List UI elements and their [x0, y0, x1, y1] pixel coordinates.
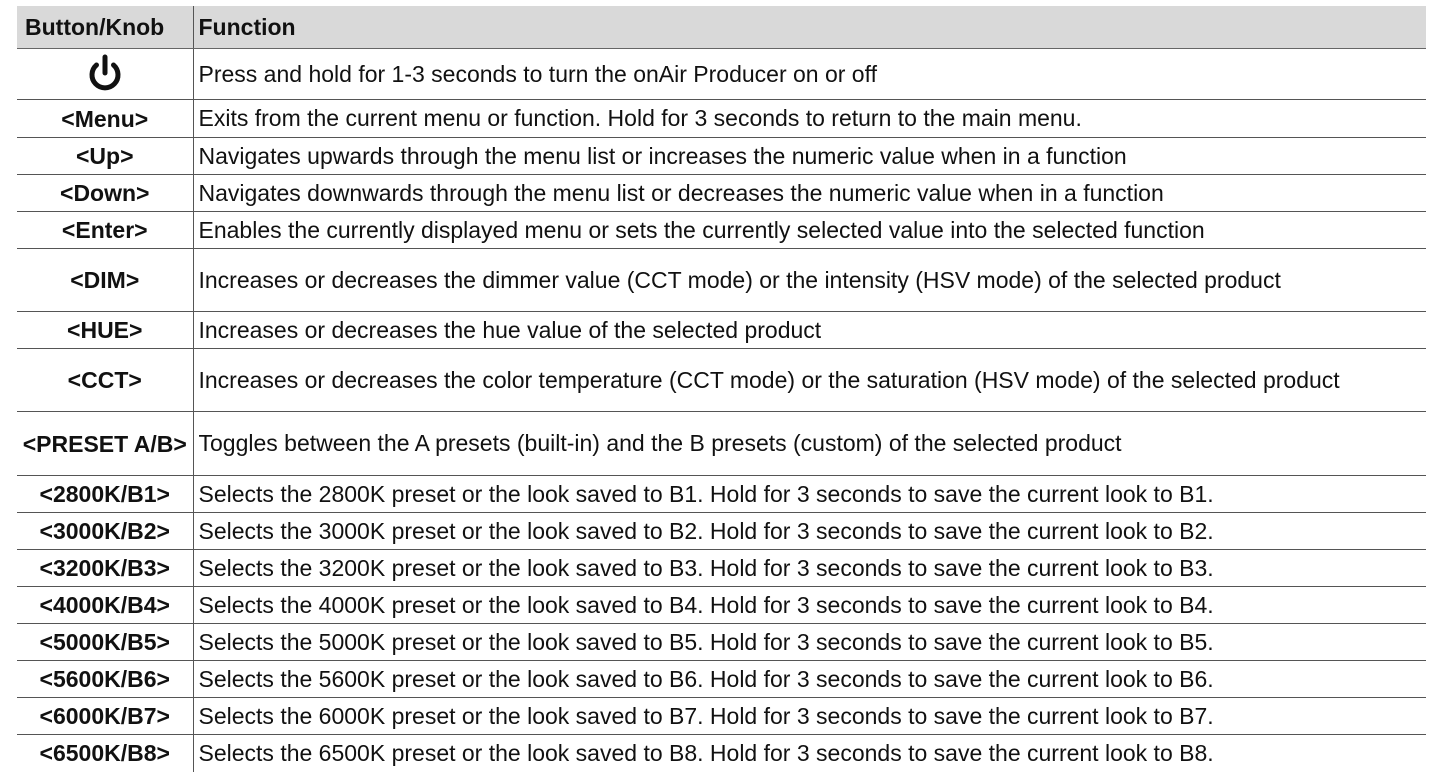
table-row	[17, 735, 1426, 772]
table-row	[17, 175, 1426, 212]
function-cell: Selects the 6500K preset or the look saved to B8. Hold for 3 seconds to save the current look to B8.	[198, 739, 1214, 766]
power-icon	[83, 52, 127, 96]
button-cell: <DIM>	[17, 249, 193, 312]
function-cell: Selects the 3000K preset or the look saved to B2. Hold for 3 seconds to save the current look to B2.	[193, 513, 1426, 550]
header-function: Function	[193, 6, 1426, 49]
button-function-table	[17, 6, 1426, 772]
button-cell: <HUE>	[17, 312, 193, 349]
header-button-knob: Button/Knob	[17, 6, 193, 49]
button-cell: <Up>	[17, 138, 193, 175]
function-cell: Navigates downwards through the menu list or decreases the numeric value when in a function	[193, 175, 1426, 212]
header-row	[17, 6, 1426, 49]
button-cell: <CCT>	[17, 349, 193, 412]
table-row	[17, 550, 1426, 587]
function-cell: Navigates upwards through the menu list or increases the numeric value when in a function	[193, 138, 1426, 175]
table-row	[17, 476, 1426, 513]
button-cell: <3200K/B3>	[17, 550, 193, 587]
table-row	[17, 212, 1426, 249]
table-row	[17, 412, 1426, 476]
function-cell: Selects the 3200K preset or the look saved to B3. Hold for 3 seconds to save the current look to B3.	[193, 550, 1426, 587]
table-body	[17, 49, 1426, 772]
table-row	[17, 100, 1426, 138]
function-cell: Exits from the current menu or function. Hold for 3 seconds to return to the main menu.	[193, 100, 1426, 138]
function-cell: Selects the 2800K preset or the look saved to B1. Hold for 3 seconds to save the current look to B1.	[193, 476, 1426, 513]
button-cell: <3000K/B2>	[17, 513, 193, 550]
function-cell: Selects the 5600K preset or the look saved to B6. Hold for 3 seconds to save the current look to B6.	[193, 661, 1426, 698]
button-cell: <Enter>	[17, 212, 193, 249]
table-header	[17, 6, 1426, 49]
button-cell: <6000K/B7>	[17, 698, 193, 735]
table-row	[17, 624, 1426, 661]
function-cell: Increases or decreases the dimmer value (CCT mode) or the intensity (HSV mode) of the selected product	[193, 249, 1426, 312]
button-cell: <5600K/B6>	[17, 661, 193, 698]
button-cell: <5000K/B5>	[17, 624, 193, 661]
button-cell: <4000K/B4>	[17, 587, 193, 624]
button-cell: <Down>	[17, 175, 193, 212]
button-cell: <PRESET A/B>	[17, 412, 193, 476]
function-cell: Press and hold for 1-3 seconds to turn the onAir Producer on or off	[193, 49, 1426, 100]
function-cell: Enables the currently displayed menu or sets the currently selected value into the selected function	[193, 212, 1426, 249]
button-cell	[17, 49, 193, 100]
table-row	[17, 661, 1426, 698]
button-cell: <2800K/B1>	[17, 476, 193, 513]
function-cell: Selects the 4000K preset or the look saved to B4. Hold for 3 seconds to save the current look to B4.	[193, 587, 1426, 624]
table-row	[17, 312, 1426, 349]
function-cell: Toggles between the A presets (built-in) and the B presets (custom) of the selected product	[193, 412, 1426, 476]
button-cell: <6500K/B8>	[17, 735, 193, 772]
button-function-table-wrapper	[17, 6, 1426, 772]
table-row	[17, 698, 1426, 735]
function-cell: Selects the 6000K preset or the look saved to B7. Hold for 3 seconds to save the current look to B7.	[193, 698, 1426, 735]
table-row	[17, 138, 1426, 175]
function-cell: Increases or decreases the color temperature (CCT mode) or the saturation (HSV mode) of the selected product	[193, 349, 1426, 412]
table-row	[17, 513, 1426, 550]
table-row	[17, 587, 1426, 624]
function-cell: Increases or decreases the hue value of the selected product	[193, 312, 1426, 349]
function-cell: Selects the 5000K preset or the look saved to B5. Hold for 3 seconds to save the current look to B5.	[193, 624, 1426, 661]
table-row	[17, 249, 1426, 312]
table-row	[17, 349, 1426, 412]
button-cell: <Menu>	[17, 100, 193, 138]
table-row	[17, 49, 1426, 100]
